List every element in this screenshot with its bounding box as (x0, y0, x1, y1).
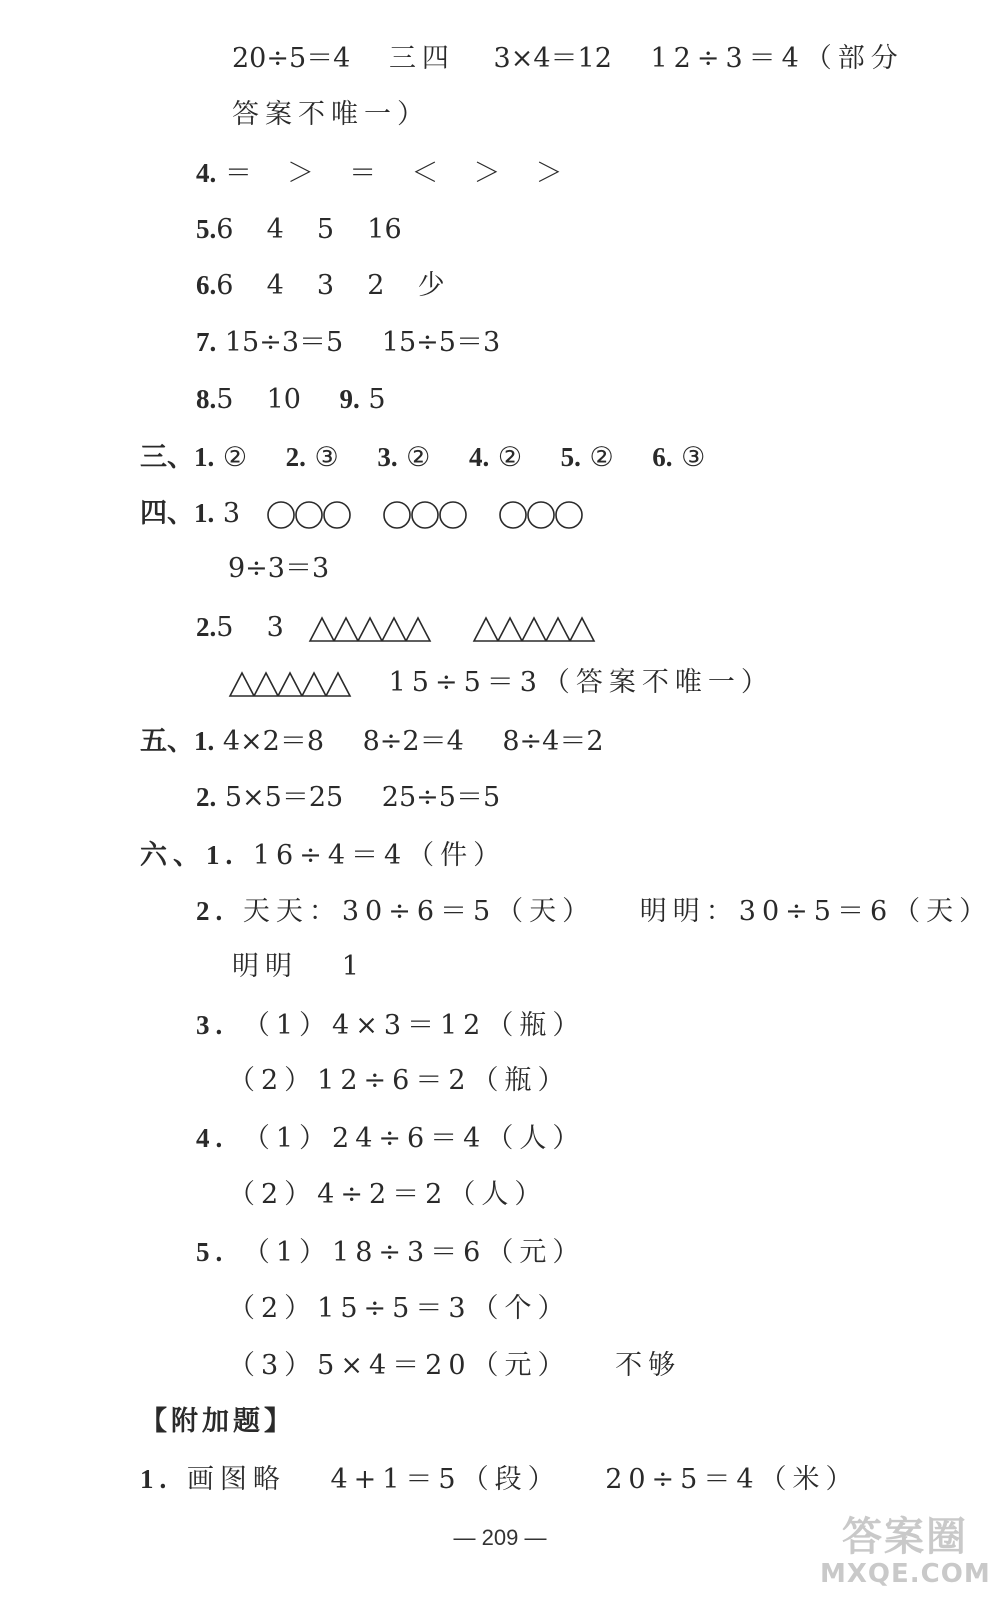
question-number: 2. (196, 612, 217, 642)
question-number: 2. (196, 782, 217, 812)
question-number: 1. (194, 726, 215, 756)
answer-text: 画图略 (186, 1464, 286, 1495)
triangle-group-drawing (228, 666, 364, 701)
question-number: 1. (194, 442, 215, 472)
section-3 (140, 440, 705, 474)
question-number: 9. (339, 384, 360, 414)
equation: 3×4＝12 (493, 43, 612, 74)
section-heading: 【附加题】 (140, 1406, 295, 1437)
section-6-question-1 (140, 838, 506, 872)
equation: 4+1＝5（段） (330, 1464, 561, 1495)
question-number: 7. (196, 327, 217, 357)
page-number: — 209 — (453, 1525, 547, 1550)
section-heading: 五、 (140, 726, 194, 756)
equation: 15÷5＝3 (381, 327, 501, 358)
equation: （1）24÷6＝4（人） (242, 1123, 586, 1154)
question-number: 5. (196, 214, 217, 244)
equation: 20÷5＝4（米） (605, 1464, 859, 1495)
section-6-question-3-part-2 (228, 1064, 571, 1098)
equation: 9÷3＝3 (228, 553, 330, 584)
watermark-logo (820, 1515, 990, 1595)
equation: 15÷3＝5 (224, 327, 344, 358)
question-number: 2. (196, 896, 229, 926)
extra-question-1 (140, 1462, 859, 1496)
question-number: 2. (285, 442, 306, 472)
choice-answer: ③ (681, 442, 706, 473)
equation: 明明：30÷5＝6（天） (639, 896, 993, 927)
choice-answer: ③ (314, 442, 339, 473)
choice-answer: ② (497, 442, 523, 473)
answer-text: 不够 (615, 1350, 682, 1381)
equation: （3）5×4＝20（元） (228, 1350, 571, 1381)
question-number: 8. (196, 384, 217, 414)
section-4-question-1-equation (228, 552, 329, 586)
question-number: 6. (652, 442, 673, 472)
question-number: 4. (468, 442, 490, 472)
equation: （2）4÷2＝2（人） (228, 1179, 548, 1210)
triangle-groups-drawing (308, 611, 618, 646)
section-6-question-4-part-2 (228, 1178, 547, 1212)
equation: （2）12÷6＝2（瓶） (228, 1065, 571, 1096)
watermark-url: MXQE.COM (820, 1559, 991, 1589)
section-6-question-3 (196, 1008, 585, 1042)
equation: （1）4×3＝12（瓶） (242, 1010, 586, 1041)
extra-section-title (140, 1405, 295, 1439)
section-4-question-1 (140, 496, 595, 530)
question-number: 1. (194, 498, 215, 528)
question-number: 4. (196, 158, 217, 188)
answer-text: 5 (368, 384, 386, 415)
choice-answer: ② (406, 442, 431, 473)
answer-text: 3 (222, 498, 241, 529)
question-number: 3. (196, 1010, 229, 1040)
section-6-question-5 (196, 1235, 585, 1269)
equation: 4×2＝8 (222, 726, 325, 757)
equation: 5×5＝25 (224, 782, 344, 813)
section-6-question-4 (196, 1121, 585, 1155)
equation: （1）18÷3＝6（元） (242, 1237, 586, 1268)
section-heading: 三、 (140, 442, 194, 472)
question-number: 3. (377, 442, 398, 472)
question-8-9 (196, 382, 386, 416)
equation: （2）15÷5＝3（个） (228, 1293, 571, 1324)
question-number: 6. (196, 270, 217, 300)
section-heading: 四、 (140, 498, 194, 528)
question-6 (196, 268, 445, 302)
section-6-question-5-part-3 (228, 1349, 681, 1383)
answer-note: 答案不唯一） (232, 99, 430, 130)
equation: 16÷4＝4（件） (252, 840, 507, 871)
answer-line-1 (232, 42, 904, 76)
question-number: 4. (196, 1123, 229, 1153)
question-number: 5. (560, 442, 581, 472)
section-heading: 六、 (140, 840, 206, 870)
equation: 8÷2＝4 (362, 726, 464, 757)
equation: 8÷4＝2 (502, 726, 604, 757)
answer-text: 明明 1 (232, 951, 365, 982)
question-number: 1. (206, 840, 239, 870)
section-6-question-2-answer (232, 950, 365, 984)
answer-text: 5 10 (216, 384, 301, 415)
question-5 (196, 212, 402, 246)
choice-answer: ② (222, 442, 248, 473)
answer-text: 6 4 3 2 少 (216, 270, 445, 301)
answer-line-2 (232, 98, 430, 132)
equation: 天天：30÷6＝5（天） (242, 896, 596, 927)
section-5-question-2 (196, 780, 500, 814)
section-4-question-2 (196, 610, 618, 644)
equation: 15÷5＝3（答案不唯一） (388, 667, 774, 698)
section-6-question-2 (196, 894, 992, 928)
question-number: 5. (196, 1237, 229, 1267)
equation: 12÷3＝4（部分 (650, 43, 904, 74)
answer-text: 6 4 5 16 (216, 214, 402, 245)
equation: 20÷5＝4 (232, 43, 351, 74)
circle-groups-drawing (265, 497, 595, 532)
answer-text: 三四 (388, 43, 455, 74)
section-4-question-2-line-2 (228, 666, 774, 700)
question-4 (196, 156, 569, 190)
watermark-title: 答案圈 (842, 1514, 968, 1560)
answer-text: 5 3 (216, 612, 284, 643)
question-number: 1. (140, 1464, 173, 1494)
equation: 25÷5＝5 (381, 782, 501, 813)
choice-answer: ② (589, 442, 614, 473)
section-5-question-1 (140, 724, 604, 758)
question-7 (196, 325, 500, 359)
answer-text: ＝ ＞ ＝ ＜ ＞ ＞ (224, 158, 569, 189)
section-6-question-5-part-2 (228, 1292, 571, 1326)
